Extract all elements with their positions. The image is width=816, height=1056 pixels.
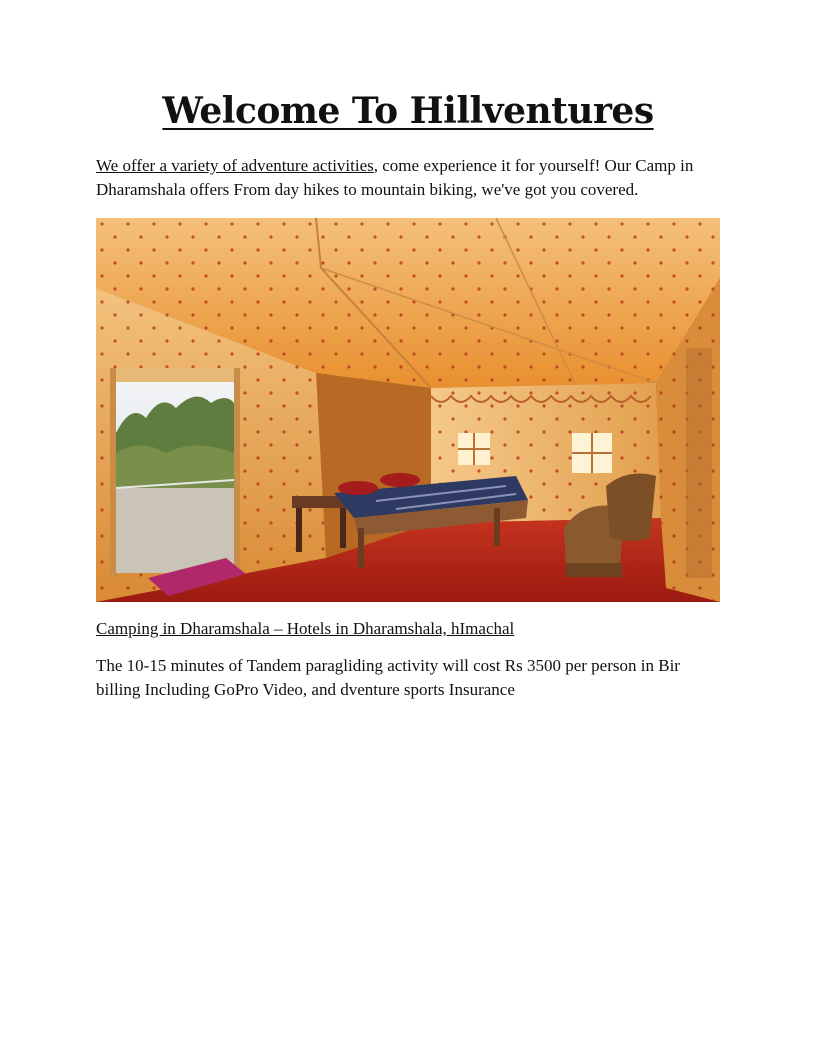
document-page	[96, 90, 720, 702]
intro-text: , come experience it for yourself! Our Camp in Dharamshala offers From day hikes to mountain biking, we've got you covered.	[96, 156, 694, 199]
tent-interior-photo	[96, 218, 720, 602]
paragliding-paragraph: The 10-15 minutes of Tandem paragliding activity will cost Rs 3500 per person in Bir billing Including GoPro Video, and dventure sports Insurance	[96, 656, 680, 699]
camping-link[interactable]: Camping in Dharamshala – Hotels in Dharamshala, hImachal	[96, 619, 515, 638]
page-title: Welcome To Hillventures	[162, 90, 654, 132]
intro-paragraph	[96, 154, 720, 202]
activities-link[interactable]: We offer a variety of adventure activities	[96, 156, 374, 175]
caption-paragraph	[96, 617, 720, 641]
